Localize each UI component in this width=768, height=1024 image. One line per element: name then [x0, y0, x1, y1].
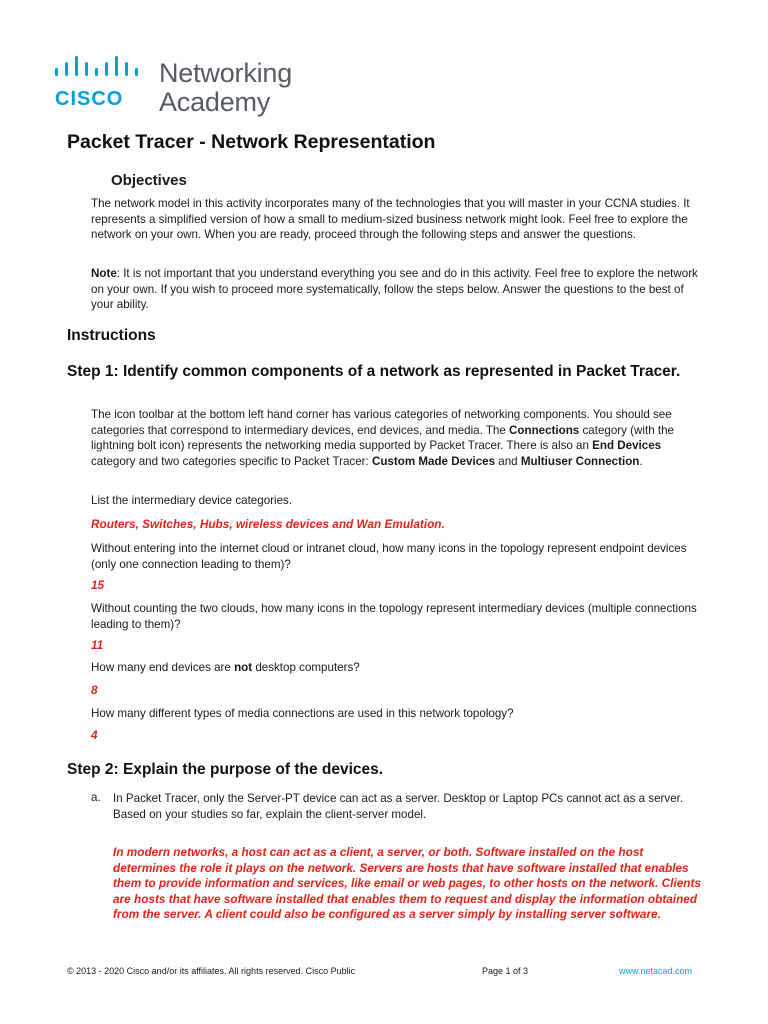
footer-copyright: © 2013 - 2020 Cisco and/or its affiliates. All rights reserved. Cisco Public — [67, 966, 356, 976]
note-text: : It is not important that you understand everything you see and do in this activity. Feel free to explore the network on your own. If you wish to proceed more systematically, follow the steps below. Answer the questions to the best of your ability. — [91, 267, 698, 311]
cisco-bars-icon — [55, 56, 147, 84]
multiuser-connection-term: Multiuser Connection — [520, 454, 640, 468]
answer-4: 8 — [91, 683, 98, 697]
answer-3: 11 — [91, 638, 104, 652]
custom-made-devices-term: Custom Made Devices — [371, 454, 496, 468]
question-4 — [91, 660, 701, 676]
intro-text: and — [495, 454, 521, 468]
intro-text: category and two categories specific to Packet Tracer: — [91, 454, 372, 468]
objectives-paragraph: The network model in this activity incorporates many of the technologies that you will master in your CCNA studies. It represents a simplified version of how a small to medium-sized business network might look. Feel free to explore the network on your own. When you are ready, proceed through the following steps and answer the questions. — [91, 197, 690, 241]
question-5: How many different types of media connections are used in this network topology? — [91, 707, 514, 720]
question-4-text: How many end devices are — [91, 661, 235, 674]
step1-heading: Step 1: Identify common components of a network as represented in Packet Tracer. — [67, 363, 681, 380]
question-3: Without counting the two clouds, how many icons in the topology represent intermediary devices (multiple connections leading to them)? — [91, 602, 697, 631]
question-4-emphasis: not — [234, 661, 253, 674]
question-1: List the intermediary device categories. — [91, 494, 293, 507]
intro-text: category (with the lightning bolt icon) represents the networking media supported by Packet Tracer. There is also an — [91, 423, 674, 452]
answer-1: Routers, Switches, Hubs, wireless devices and Wan Emulation. — [91, 517, 445, 531]
connections-term: Connections — [509, 423, 580, 437]
step2-heading: Step 2: Explain the purpose of the devices. — [67, 761, 384, 778]
question-2: Without entering into the internet cloud or intranet cloud, how many icons in the topology represent endpoint devices (only one connection leading to them)? — [91, 542, 687, 571]
step2-item-a: In Packet Tracer, only the Server-PT device can act as a server. Desktop or Laptop PCs cannot act as a server. Based on your studies so far, explain the client-server model. — [113, 792, 684, 821]
step2-answer: In modern networks, a host can act as a client, a server, or both. Software installed on the host determines the role it plays on the network. Servers are hosts that have software installed that enables them to provide information and services, like email or web pages, to other hosts on the network. Clients are hosts that have software installed that enables them to request and display the information obtained from the server. A client could also be configured as a server simply by installing server software. — [113, 845, 701, 921]
question-4-text: desktop computers? — [252, 661, 360, 674]
answer-2: 15 — [91, 578, 105, 592]
logo-academy-text: Academy — [159, 87, 271, 117]
step1-intro — [91, 407, 701, 469]
note-label: Note — [91, 267, 117, 280]
objectives-heading: Objectives — [111, 172, 187, 189]
cisco-networking-academy-logo — [55, 56, 315, 120]
cisco-wordmark: CISCO — [55, 88, 124, 110]
logo-networking-text: Networking — [159, 58, 293, 88]
intro-text: . — [639, 454, 643, 468]
footer-netacad-link[interactable]: www.netacad.com — [619, 966, 693, 976]
note-paragraph — [91, 266, 701, 313]
answer-5: 4 — [91, 728, 98, 742]
list-marker: a. — [91, 791, 101, 804]
end-devices-term: End Devices — [592, 439, 662, 452]
intro-text: The icon toolbar at the bottom left hand corner has various categories of networking components. You should see categories that correspond to intermediary devices, end devices, and media. The — [91, 408, 672, 437]
document-title: Packet Tracer - Network Representation — [67, 131, 436, 153]
instructions-heading: Instructions — [67, 327, 156, 344]
footer-page-number: Page 1 of 3 — [482, 966, 529, 976]
